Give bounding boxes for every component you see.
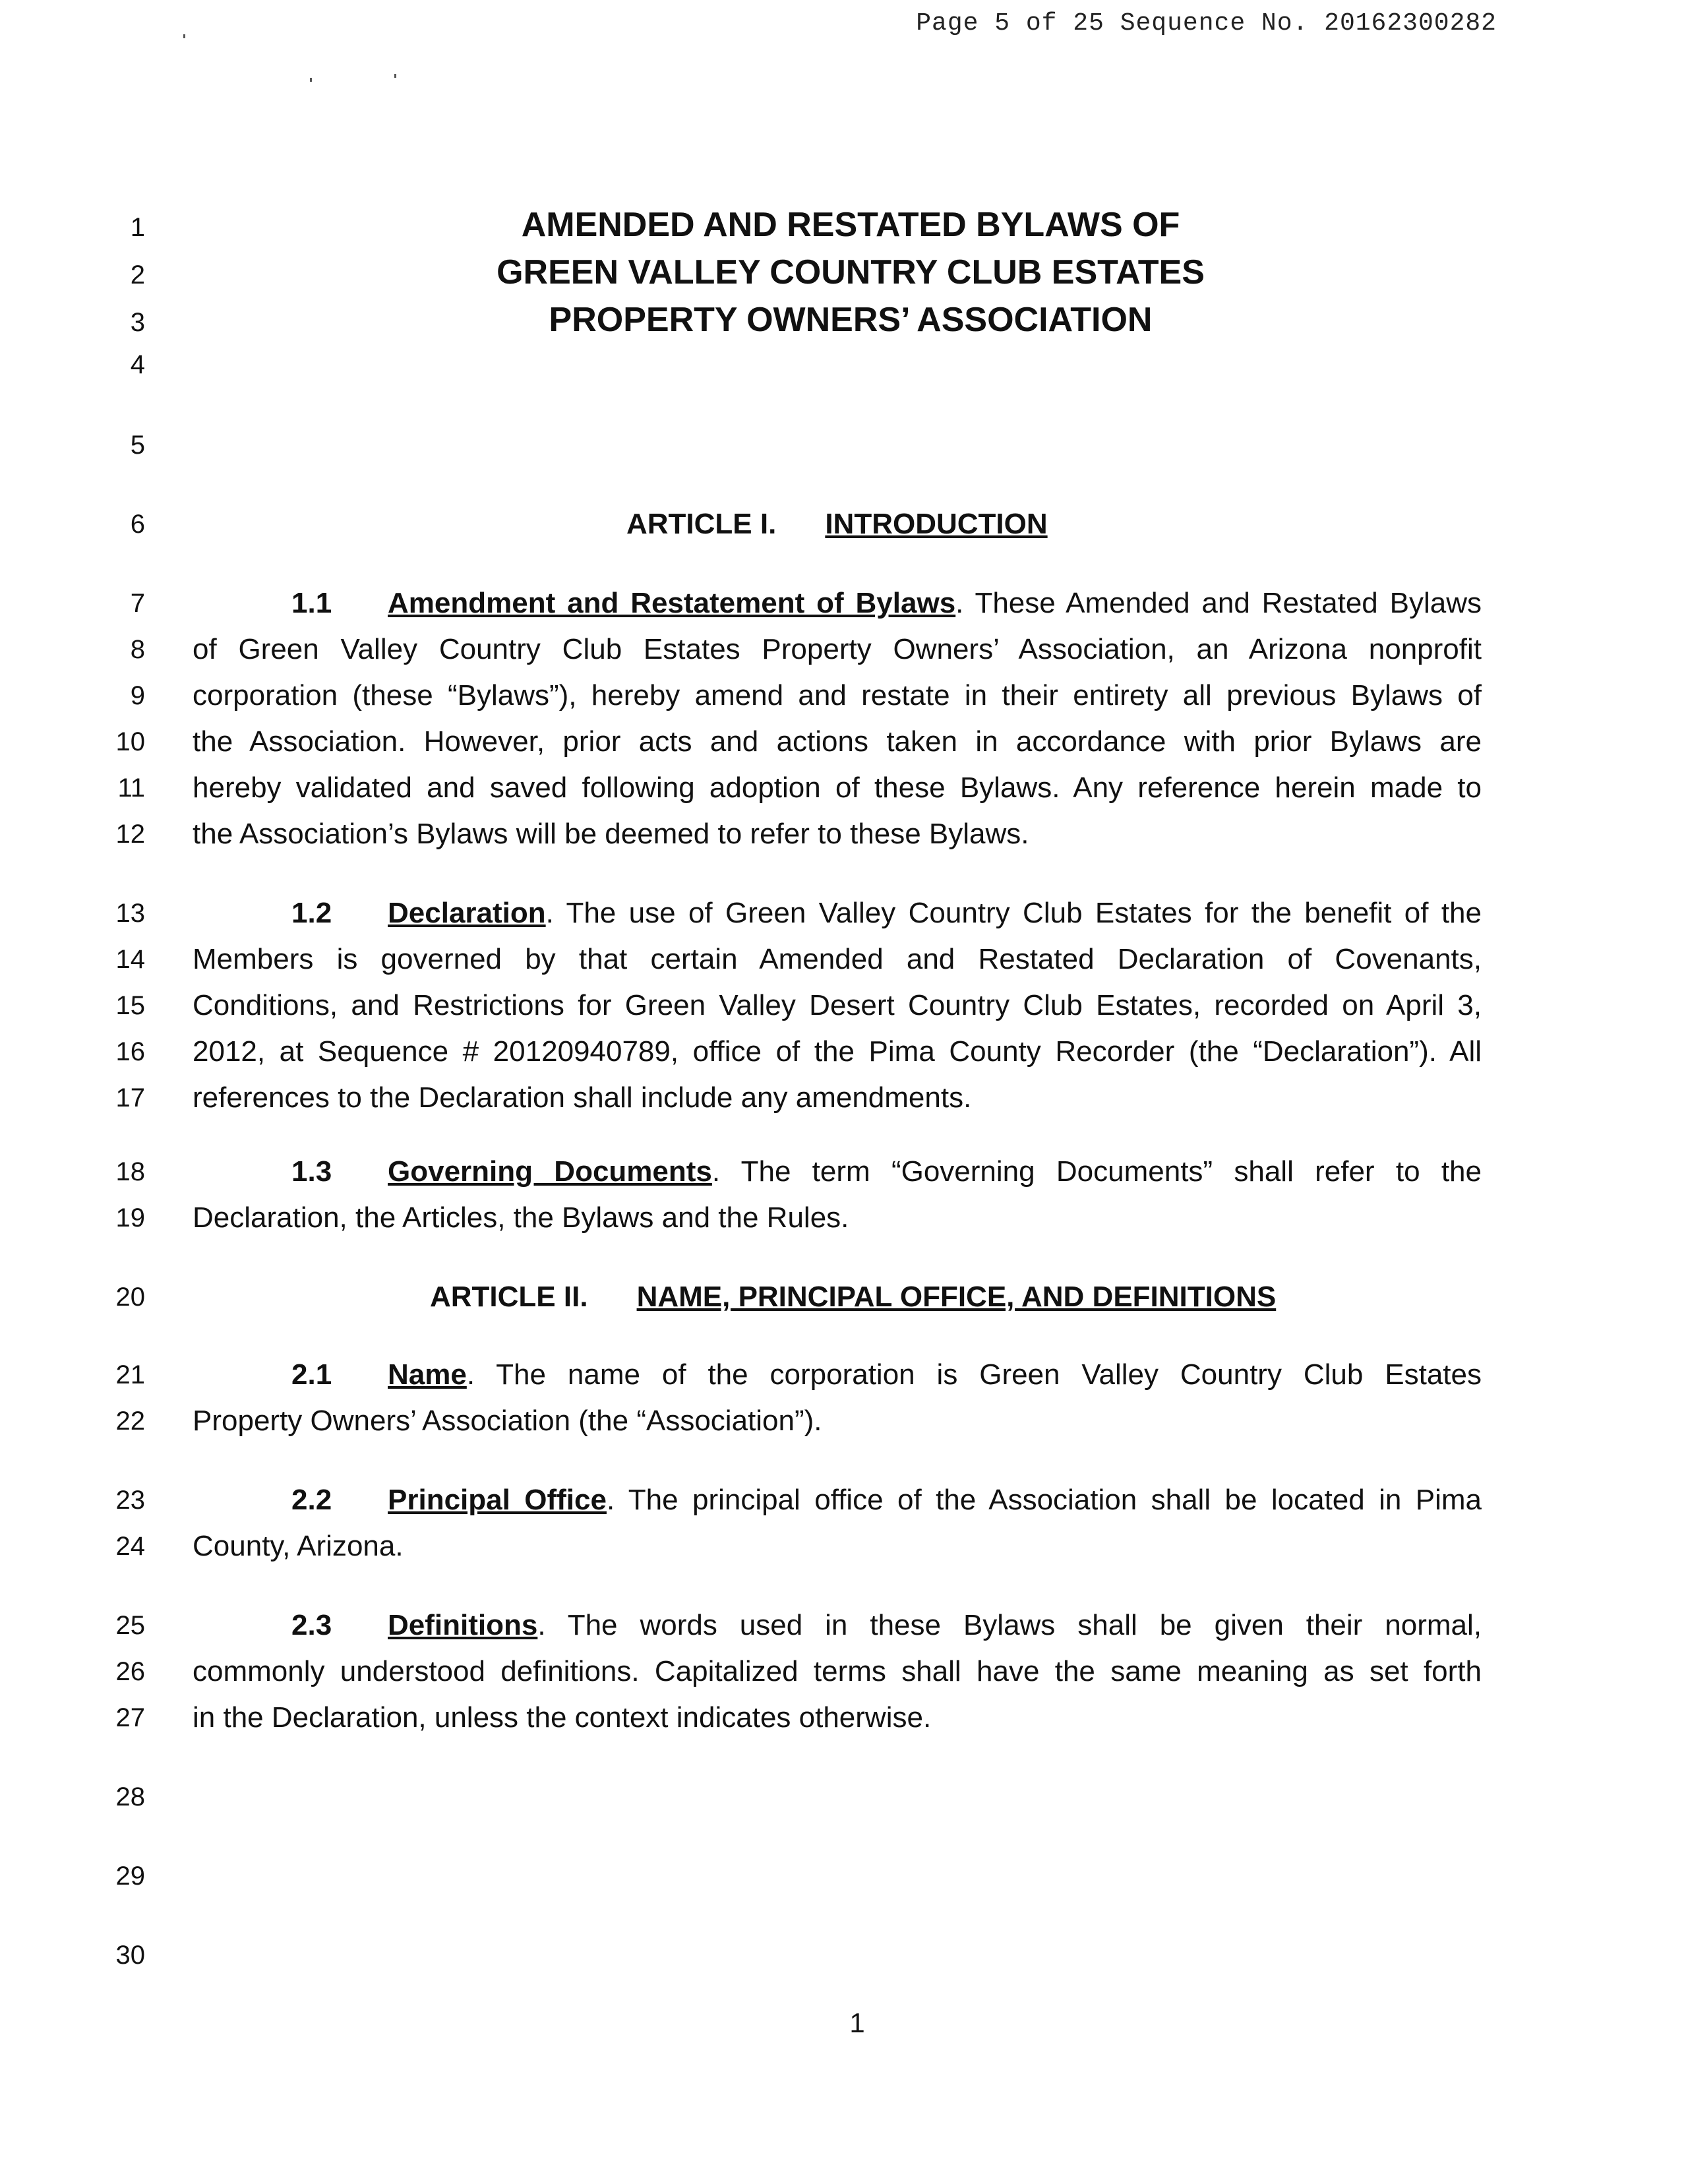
paragraph-text: . The term “Governing Documents” shall refer to the (711, 1155, 1482, 1188)
section-number: 2.3 (291, 1609, 332, 1641)
paragraph-line (388, 897, 1482, 930)
line-number: 19 (115, 1203, 145, 1232)
paragraph-text: . The name of the corporation is Green Valley Country Club Estates (466, 1358, 1482, 1391)
paragraph-text: . The words used in these Bylaws shall be given their normal, (537, 1609, 1482, 1641)
paragraph-line: in the Declaration, unless the context indicates otherwise. (193, 1701, 932, 1734)
paragraph-line: corporation (these “Bylaws”), hereby amend and restate in their entirety all previous Bylaws of (193, 679, 1482, 712)
line-number: 30 (115, 1941, 145, 1970)
section-number: 1.1 (291, 587, 332, 619)
line-number: 6 (130, 510, 145, 539)
paragraph-text: . The use of Green Valley Country Club Estates for the benefit of the (545, 897, 1482, 929)
line-number: 4 (130, 350, 145, 379)
paragraph-line: Declaration, the Articles, the Bylaws and the Rules. (193, 1201, 849, 1234)
paragraph-line: Conditions, and Restrictions for Green Valley Desert Country Club Estates, recorded on April 3, (193, 989, 1482, 1021)
paragraph-line (388, 1609, 1482, 1642)
document-title-line: AMENDED AND RESTATED BYLAWS OF (521, 206, 1180, 244)
section-title: Definitions (388, 1609, 538, 1641)
line-number: 3 (130, 308, 145, 337)
section-title: Principal Office (388, 1484, 607, 1516)
section-title: Name (388, 1358, 467, 1391)
line-number: 18 (115, 1157, 145, 1186)
paragraph-line (388, 1155, 1482, 1188)
line-number: 13 (115, 899, 145, 928)
paragraph-line (388, 587, 1482, 620)
document-title-line: GREEN VALLEY COUNTRY CLUB ESTATES (497, 253, 1205, 291)
article-title: INTRODUCTION (825, 508, 1048, 540)
paragraph-line: the Association’s Bylaws will be deemed to refer to these Bylaws. (193, 818, 1029, 850)
line-number: 11 (117, 774, 145, 803)
paragraph-line: 2012, at Sequence # 20120940789, office of the Pima County Recorder (the “Declaration”). All (193, 1035, 1482, 1068)
article-label: ARTICLE II. (430, 1281, 588, 1313)
paragraph-text: . The principal office of the Association shall be located in Pima (606, 1484, 1482, 1516)
line-number: 20 (115, 1283, 145, 1312)
article-title: NAME, PRINCIPAL OFFICE, AND DEFINITIONS (636, 1281, 1277, 1313)
paragraph-line (388, 1358, 1482, 1391)
document-title-line: PROPERTY OWNERS’ ASSOCIATION (549, 301, 1153, 339)
line-number: 12 (115, 820, 145, 849)
line-number: 10 (115, 727, 145, 756)
line-number: 2 (130, 260, 145, 289)
paragraph-line: hereby validated and saved following adoption of these Bylaws. Any reference herein made to (193, 772, 1482, 804)
paragraph-line: the Association. However, prior acts and actions taken in accordance with prior Bylaws are (193, 725, 1482, 758)
paragraph-line: County, Arizona. (193, 1530, 404, 1562)
line-number: 14 (115, 945, 145, 974)
line-number: 1 (130, 213, 145, 242)
line-number: 29 (115, 1862, 145, 1891)
line-number: 22 (115, 1407, 145, 1436)
line-number: 28 (115, 1782, 145, 1811)
line-number: 17 (115, 1083, 145, 1112)
paragraph-line: commonly understood definitions. Capitalized terms shall have the same meaning as set forth (193, 1655, 1482, 1687)
paragraph-line: Members is governed by that certain Amended and Restated Declaration of Covenants, (193, 943, 1482, 975)
section-title: Amendment and Restatement of Bylaws (388, 587, 956, 619)
paragraph-line: references to the Declaration shall include any amendments. (193, 1081, 972, 1114)
paragraph-line (388, 1484, 1482, 1517)
line-number: 24 (115, 1532, 145, 1561)
scan-speck (394, 74, 396, 78)
line-number: 26 (115, 1657, 145, 1686)
line-number: 7 (130, 589, 145, 618)
section-number: 1.2 (291, 897, 332, 929)
line-number: 5 (130, 431, 145, 460)
section-title: Governing Documents (388, 1155, 712, 1188)
paragraph-text: . These Amended and Restated Bylaws (955, 587, 1482, 619)
article-label: ARTICLE I. (626, 508, 777, 540)
section-title: Declaration (388, 897, 546, 929)
article-heading (626, 508, 1048, 541)
paragraph-line: Property Owners’ Association (the “Association”). (193, 1405, 822, 1437)
line-number: 27 (115, 1703, 145, 1732)
recording-stamp: Page 5 of 25 Sequence No. 20162300282 (916, 9, 1497, 38)
scan-speck (310, 78, 312, 82)
line-number: 21 (115, 1360, 145, 1389)
paragraph-line: of Green Valley Country Club Estates Property Owners’ Association, an Arizona nonprofit (193, 633, 1482, 665)
article-heading (430, 1281, 1276, 1314)
line-number: 9 (130, 681, 145, 710)
scan-speck (183, 34, 185, 38)
line-number: 16 (115, 1037, 145, 1066)
line-number: 8 (130, 635, 145, 664)
line-number: 25 (115, 1611, 145, 1640)
section-number: 2.2 (291, 1484, 332, 1516)
section-number: 2.1 (291, 1358, 332, 1391)
page-number: 1 (849, 2007, 865, 2038)
line-number: 23 (115, 1486, 145, 1515)
section-number: 1.3 (291, 1155, 332, 1188)
line-number: 15 (115, 991, 145, 1020)
